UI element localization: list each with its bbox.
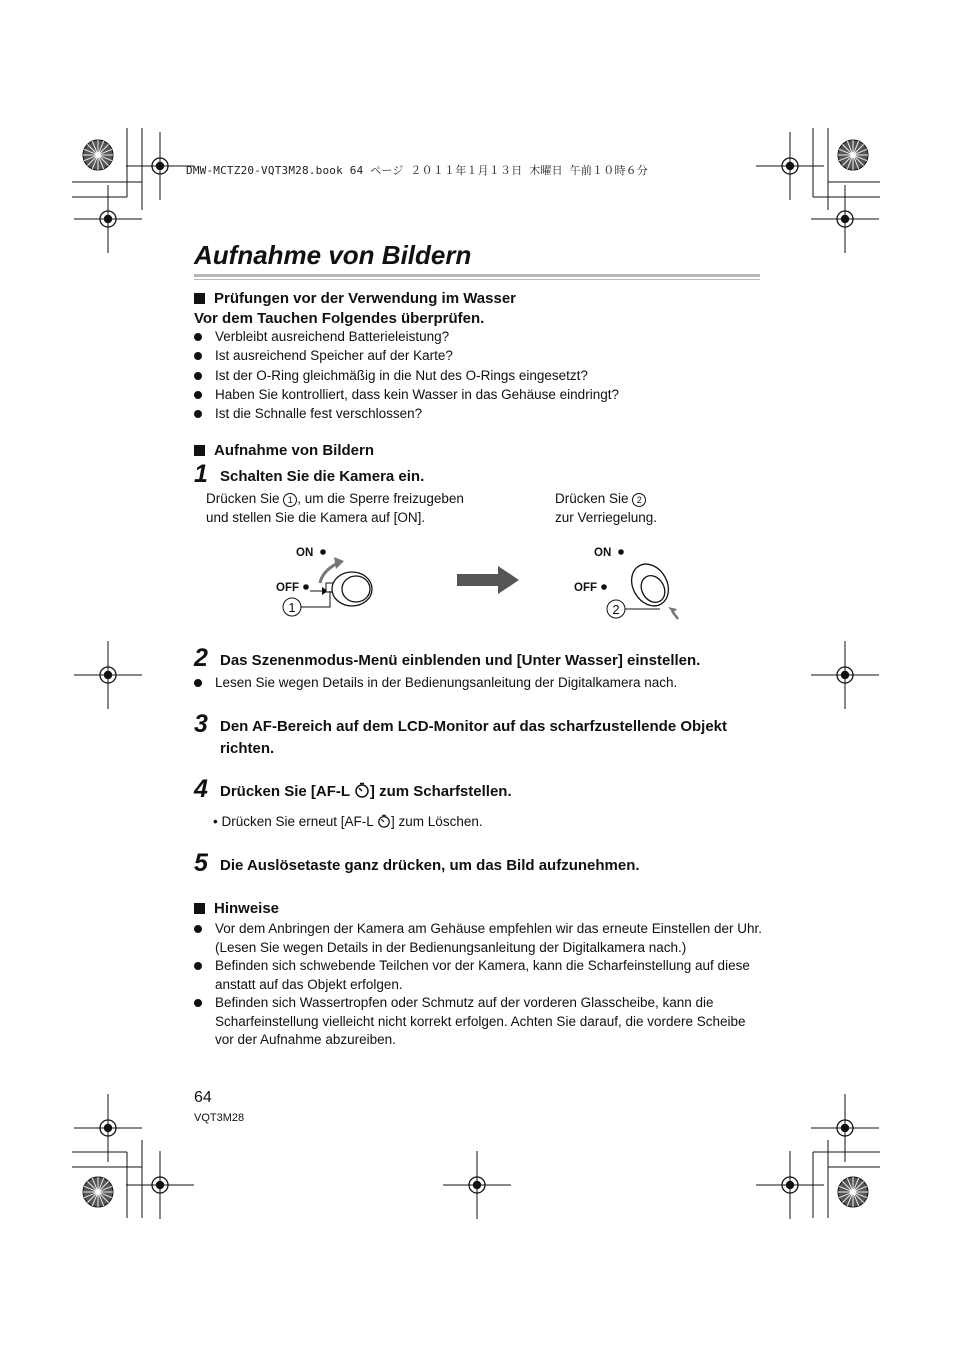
list-item: Ist ausreichend Speicher auf der Karte? <box>215 348 453 363</box>
bullet-icon <box>194 372 202 380</box>
step-text: Den AF-Bereich auf dem LCD-Monitor auf das scharfzustellende Objekt richten. <box>220 718 728 757</box>
callout-2: 2 <box>612 602 620 617</box>
step-number: 5 <box>194 849 208 877</box>
list-item: Lesen Sie wegen Details in der Bedienungsanleitung der Digitalkamera nach. <box>215 675 678 690</box>
self-timer-icon <box>377 814 391 828</box>
document-code: VQT3M28 <box>194 1112 245 1124</box>
page-title: Aufnahme von Bildern <box>194 240 472 270</box>
step-number: 3 <box>194 710 208 738</box>
off-label: OFF <box>276 582 299 594</box>
bullet-icon <box>194 410 202 418</box>
title-rule <box>194 279 760 280</box>
step1-left-instruction: Drücken Sie 1 , um die Sperre freizugeben und stellen Sie die Kamera auf [ON]. <box>206 491 464 525</box>
on-label: ON <box>296 547 314 559</box>
on-label: ON <box>594 547 612 559</box>
self-timer-icon <box>354 782 370 798</box>
circled-number-2: 2 <box>632 493 646 507</box>
checks-heading: Prüfungen vor der Verwendung im Wasser <box>194 290 516 307</box>
step4-note: • Drücken Sie erneut [AF-L ] zum Löschen. <box>213 814 483 829</box>
list-item: Befinden sich schwebende Teilchen vor der Kamera, kann die Scharfeinstellung auf diese anstatt auf das Objekt erfolgen. <box>215 958 750 992</box>
title-rule <box>194 274 760 277</box>
bullet-icon <box>194 333 202 341</box>
list-item: Haben Sie kontrolliert, dass kein Wasser in das Gehäuse eindringt? <box>215 387 619 402</box>
notes-heading: Hinweise <box>194 900 279 917</box>
off-label: OFF <box>574 582 597 594</box>
big-arrow-icon <box>457 566 519 594</box>
list-item: Verbleibt ausreichend Batterieleistung? <box>215 329 450 344</box>
bullet-icon <box>194 352 202 360</box>
bullet-icon <box>194 925 202 933</box>
step-text: Drücken Sie [AF-L ] zum Scharfstellen. <box>220 783 512 800</box>
square-bullet-icon <box>194 903 205 914</box>
callout-1: 1 <box>288 600 296 615</box>
bullet-icon <box>194 391 202 399</box>
list-item: Ist der O-Ring gleichmäßig in die Nut des O-Rings eingesetzt? <box>215 368 588 383</box>
switch-lock-illustration <box>574 547 678 619</box>
step-text: Die Auslösetaste ganz drücken, um das Bild aufzunehmen. <box>220 857 640 874</box>
step-number: 4 <box>194 775 208 803</box>
recording-heading: Aufnahme von Bildern <box>194 442 374 459</box>
circled-number-1: 1 <box>283 493 297 507</box>
square-bullet-icon <box>194 445 205 456</box>
bullet-icon <box>194 679 202 687</box>
step-number: 1 <box>194 460 208 488</box>
switch-unlock-illustration <box>276 547 372 616</box>
page-number: 64 <box>194 1089 212 1106</box>
step1-right-instruction: Drücken Sie 2 zur Verriegelung. <box>555 491 658 525</box>
square-bullet-icon <box>194 293 205 304</box>
step-text: Schalten Sie die Kamera ein. <box>220 468 425 485</box>
step-number: 2 <box>194 644 208 672</box>
switch-diagram <box>260 535 700 630</box>
print-header: DMW-MCTZ20-VQT3M28.book 64 ページ ２０１１年１月１３日 木曜日 午前１０時６分 <box>186 164 649 177</box>
list-item: Ist die Schnalle fest verschlossen? <box>215 406 423 421</box>
list-item: Befinden sich Wassertropfen oder Schmutz auf der vorderen Glasscheibe, kann die Scharfeinstellung vielleicht nicht korrekt erfolgen. Achten Sie darauf, die vordere Scheibe vor der Aufnahme abzureiben. <box>215 995 746 1047</box>
checks-subheading: Vor dem Tauchen Folgendes überprüfen. <box>194 310 485 327</box>
step-text: Das Szenenmodus-Menü einblenden und [Unter Wasser] einstellen. <box>220 652 701 669</box>
bullet-icon <box>194 962 202 970</box>
bullet-icon <box>194 999 202 1007</box>
list-item: Vor dem Anbringen der Kamera am Gehäuse empfehlen wir das erneute Einstellen der Uhr. (Lesen Sie wegen Details in der Bedienungsanleitung der Digitalkamera nach.) <box>215 921 763 955</box>
